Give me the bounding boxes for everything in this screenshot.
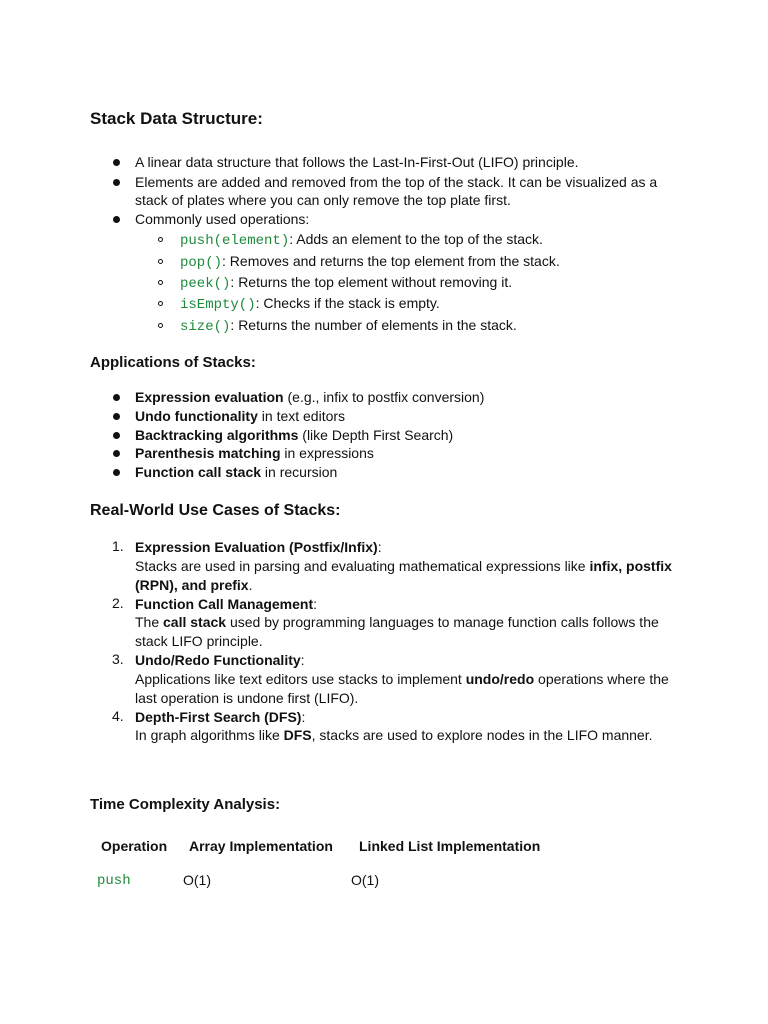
usecase-title — [135, 538, 382, 557]
bullet-icon — [113, 216, 120, 223]
circle-bullet-icon — [158, 280, 163, 285]
operation-desc: : Checks if the stack is empty. — [255, 295, 440, 311]
operation-item — [180, 295, 440, 313]
section-heading-applications: Applications of Stacks: — [90, 354, 256, 371]
list-item — [135, 426, 453, 445]
bullet-icon — [113, 432, 120, 439]
code-snippet: isEmpty() — [180, 297, 256, 313]
table-cell-operation: push — [97, 873, 131, 889]
operation-desc: : Adds an element to the top of the stack. — [289, 231, 543, 247]
list-number: 2. — [112, 595, 124, 611]
operation-item — [180, 317, 517, 335]
desc-text: In graph algorithms like — [135, 727, 284, 743]
desc-bold: (RPN), and prefix — [135, 577, 249, 593]
code-snippet: peek() — [180, 276, 231, 292]
usecase-desc-line — [135, 613, 659, 632]
operation-item — [180, 253, 560, 271]
bullet-icon — [113, 413, 120, 420]
bold-term: Parenthesis matching — [135, 445, 281, 461]
list-item-rest: (like Depth First Search) — [298, 427, 454, 443]
list-number: 4. — [112, 708, 124, 724]
circle-bullet-icon — [158, 237, 163, 242]
list-item-rest: in expressions — [280, 445, 374, 461]
operation-desc: : Returns the top element without removing it. — [230, 274, 513, 290]
circle-bullet-icon — [158, 301, 163, 306]
colon: : — [313, 596, 318, 612]
desc-bold: infix, postfix — [589, 558, 672, 574]
usecase-title — [135, 595, 317, 614]
colon: : — [377, 539, 382, 555]
list-item: Commonly used operations: — [135, 211, 310, 227]
page-title: Stack Data Structure: — [90, 109, 263, 128]
code-snippet: pop() — [180, 255, 223, 271]
list-item: A linear data structure that follows the Last-In-First-Out (LIFO) principle. — [135, 154, 579, 170]
list-item — [135, 463, 337, 482]
desc-text: Stacks are used in parsing and evaluating mathematical expressions like — [135, 558, 590, 574]
code-snippet: push(element) — [180, 233, 290, 249]
bold-term: Expression evaluation — [135, 389, 284, 405]
operation-desc: : Removes and returns the top element from the stack. — [222, 253, 560, 269]
list-item-rest: in recursion — [261, 464, 338, 480]
desc-text: . — [248, 577, 253, 593]
table-header-linked-list: Linked List Implementation — [359, 838, 541, 854]
operation-item — [180, 274, 512, 292]
usecase-title-text: Depth-First Search (DFS) — [135, 709, 302, 725]
list-item-line: Elements are added and removed from the top of the stack. It can be visualized as a — [135, 174, 658, 190]
section-heading-complexity: Time Complexity Analysis: — [90, 796, 281, 813]
usecase-desc-line — [135, 726, 653, 745]
desc-text: used by programming languages to manage function calls follows the — [226, 614, 659, 630]
list-item-rest: (e.g., infix to postfix conversion) — [283, 389, 485, 405]
table-header-operation: Operation — [101, 838, 168, 854]
usecase-title-text: Function Call Management — [135, 596, 314, 612]
list-number: 3. — [112, 651, 124, 667]
usecase-title-text: Undo/Redo Functionality — [135, 652, 301, 668]
usecase-title-text: Expression Evaluation (Postfix/Infix) — [135, 539, 378, 555]
usecase-desc-line — [135, 670, 669, 689]
usecase-title — [135, 708, 305, 727]
circle-bullet-icon — [158, 323, 163, 328]
bullet-icon — [113, 159, 120, 166]
desc-text: operations where the — [534, 671, 669, 687]
list-item — [135, 388, 484, 407]
bullet-icon — [113, 394, 120, 401]
list-item — [135, 407, 345, 426]
usecase-title — [135, 651, 305, 670]
bold-term: Function call stack — [135, 464, 262, 480]
table-cell-linked-list: O(1) — [351, 872, 379, 888]
usecase-desc-line: last operation is undone first (LIFO). — [135, 690, 359, 706]
bold-term: Backtracking algorithms — [135, 427, 299, 443]
desc-bold: call stack — [163, 614, 227, 630]
desc-text: , stacks are used to explore nodes in the LIFO manner. — [311, 727, 653, 743]
desc-bold: DFS — [283, 727, 312, 743]
bold-term: Undo functionality — [135, 408, 258, 424]
section-heading-usecases: Real-World Use Cases of Stacks: — [90, 502, 341, 519]
table-header-array: Array Implementation — [189, 838, 333, 854]
operation-desc: : Returns the number of elements in the stack. — [230, 317, 517, 333]
colon: : — [300, 652, 305, 668]
list-number: 1. — [112, 538, 124, 554]
list-item-line: stack of plates where you can only remove the top plate first. — [135, 192, 511, 208]
desc-text: Applications like text editors use stacks to implement — [135, 671, 466, 687]
desc-text: The — [135, 614, 164, 630]
table-cell-array: O(1) — [183, 872, 211, 888]
bullet-icon — [113, 450, 120, 457]
bullet-icon — [113, 469, 120, 476]
colon: : — [301, 709, 306, 725]
code-snippet: size() — [180, 319, 231, 335]
usecase-desc-line — [135, 557, 672, 576]
usecase-desc-line — [135, 576, 252, 595]
list-item-rest: in text editors — [257, 408, 346, 424]
bullet-icon — [113, 179, 120, 186]
operation-item — [180, 231, 543, 249]
usecase-desc-line: stack LIFO principle. — [135, 633, 263, 649]
desc-bold: undo/redo — [465, 671, 535, 687]
list-item — [135, 444, 374, 463]
circle-bullet-icon — [158, 259, 163, 264]
